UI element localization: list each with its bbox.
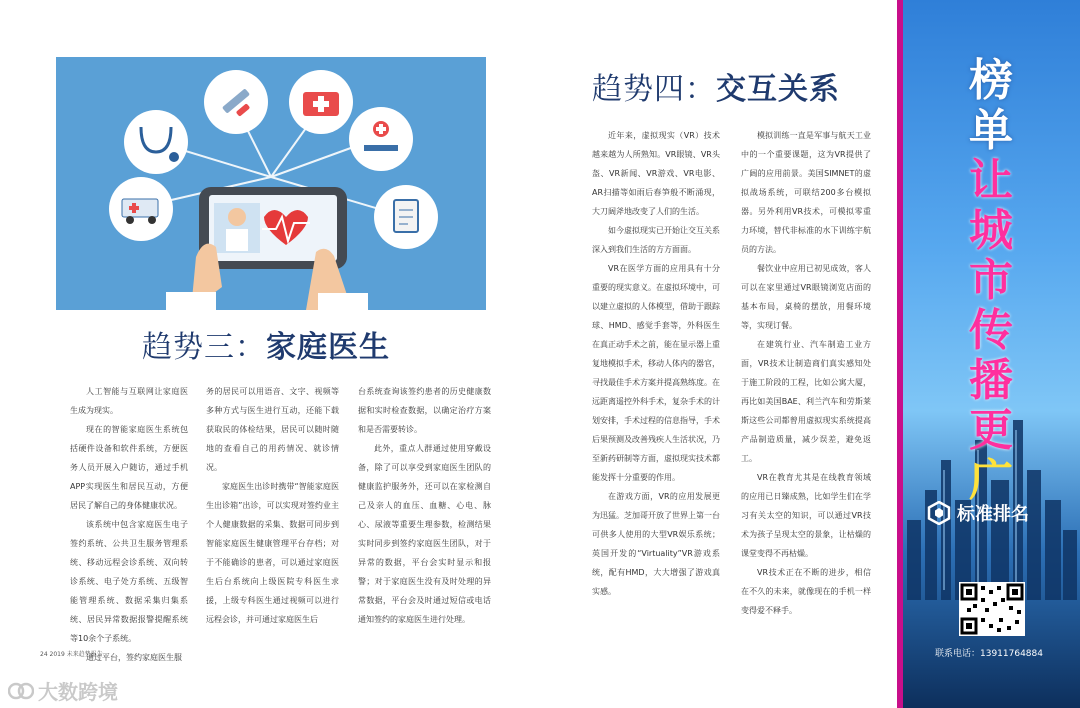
paragraph: 台系统查询该签约患者的历史健康数据和实时检查数据，以确定治疗方案和是否需要转诊。 [358, 387, 491, 434]
paragraph: VR在教育尤其是在线教育领域的应用已日臻成熟，比如学生们在学习有关太空的知识，可以通过VR技术为孩子呈现太空的景象，让枯燥的课堂变得不再枯燥。 [741, 473, 871, 558]
ambulance-icon [109, 177, 173, 241]
paragraph: VR在医学方面的应用具有十分重要的现实意义。在虚拟环境中，可以建立虚拟的人体模型，借助于跟踪球、HMD、感觉手套等，外科医生在真正动手术之前，能在显示器上重复地模拟手术，移动人体内的器官，寻找最佳手术方案并提高熟练度。在远距离遥控外科手术，复杂手术的计划安排，手术过程的信息指导，手术后果预测及改善残疾人生活状况，乃至新药研制等方面，虚拟现实技术都能发挥十分重要的作用。 [592, 264, 720, 482]
stethoscope-icon [124, 110, 188, 174]
trend-four-heading [592, 64, 840, 108]
paragraph: VR技术正在不断的进步，相信在不久的未来，就像现在的手机一样变得爱不释手。 [741, 568, 871, 615]
illustration-svg [56, 57, 486, 310]
paragraph: 模拟训练一直是军事与航天工业中的一个重要课题，这为VR提供了广阔的应用前景。美国SIMNET的虚拟战场系统，可联结200多台模拟器。另外利用VR技术，可模拟零重力环境，替代非标准的水下训练宇航员的方法。 [741, 131, 871, 254]
ad-slogan-char: 广 [969, 455, 1013, 506]
paragraph: 该系统中包含家庭医生电子签约系统、公共卫生服务管理系统、移动远程会诊系统、双向转诊系统、电子处方系统、五级智能管理系统、数据采集归集系统、居民异常数据报警提醒系统等10余个子系统。 [70, 520, 188, 643]
paragraph: 餐饮业中应用已初见成效，客人可以在家里通过VR眼镜浏览店面的基本布局，桌椅的摆放，用餐环境等，实现订餐。 [741, 264, 871, 330]
watermark [8, 676, 118, 705]
trend-three-prefix: 趋势三： [142, 330, 266, 365]
hospital-bed-icon [349, 107, 413, 171]
ad-slogan-char: 榜 [969, 55, 1013, 106]
syringe-icon [204, 70, 268, 134]
qr-code[interactable] [959, 582, 1025, 636]
page-footer: 24 2019 未来趋势报告 [40, 651, 103, 658]
article-column-2 [206, 382, 339, 629]
watermark-text: 大数跨境 [38, 680, 118, 704]
paragraph: 家庭医生出诊时携带“智能家庭医生出诊箱”出诊，可以实现对签约业主个人健康数据的采集、数据可同步到智能家庭医生健康管理平台存档；对于不能确诊的患者，可以通过家庭医生后台系统向上级医院专科医生求援，上级专科医生通过视频可以进行远程会诊，并可通过家庭医生后 [206, 482, 339, 624]
watermark-logo-icon [8, 681, 34, 701]
paragraph: 在建筑行业、汽车制造工业方面，VR技术让制造商们真实感知处于施工阶段的工程，比如公寓大厦，再比如美国BAE、利兰汽车和劳斯莱斯这些公司都曾用虚拟现实系统提高产品制造质量，减少误差，避免返工。 [741, 340, 871, 463]
ad-accent-strip [897, 0, 903, 708]
ad-slogan-char: 市 [969, 255, 1013, 306]
paragraph: 通过平台，签约家庭医生服 [86, 653, 182, 662]
ad-slogan-char: 城 [969, 205, 1013, 256]
ad-slogan-char: 单 [969, 105, 1013, 156]
ad-brand [927, 500, 1029, 526]
paragraph: 近年来，虚拟现实（VR）技术越来越为人所熟知。VR眼镜、VR头盔、VR新闻、VR游戏、VR电影、AR扫描等如雨后春笋般不断涌现，大刀阔斧地改变了人们的生活。 [592, 131, 720, 216]
advertisement-panel[interactable] [897, 0, 1080, 708]
contact-phone: 联系电话：13911764884 [935, 649, 1043, 659]
paragraph: 务的居民可以用语音、文字、视频等多种方式与医生进行互动，还能下载获取民的体检结果，居民可以随时随地的查看自己的用药情况、就诊情况。 [206, 387, 339, 472]
paragraph: 此外，重点人群通过使用穿戴设备，除了可以享受到家庭医生团队的健康监护服务外，还可以在家检测自己及亲人的血压、血糖、心电、脉心、尿液等重要生理参数，检测结果实时同步到签约家庭医生团队，对于异常的数据，平台会实时显示和报警；对于家庭医生没有及时处理的异常数据，平台会及时通过短信或电话通知签约的家庭医生进行处理。 [358, 444, 491, 624]
ad-slogan-char: 播 [969, 355, 1013, 406]
trend-four-title: 交互关系 [716, 72, 840, 107]
article-column-4 [592, 126, 720, 601]
brand-logo-icon [927, 501, 951, 525]
paragraph: 在游戏方面，VR的应用发展更为迅猛。芝加哥开放了世界上第一台可供多人使用的大型VR娱乐系统；英国开发的“Virtuality”VR游戏系统，配有HMD，大大增强了游戏真实感。 [592, 492, 720, 596]
article-column-1 [70, 382, 188, 667]
qr-code-icon [959, 582, 1025, 636]
brand-name: 标准排名 [957, 504, 1029, 525]
trend-four-prefix: 趋势四： [592, 72, 716, 107]
ad-slogan-char: 传 [969, 305, 1013, 356]
ad-slogan [961, 56, 1021, 506]
trend-three-heading [142, 322, 390, 366]
article-column-3 [358, 382, 491, 629]
family-doctor-illustration [56, 57, 486, 310]
ad-slogan-char: 让 [969, 155, 1013, 206]
paragraph: 人工智能与互联网让家庭医生成为现实。 [70, 387, 188, 415]
paragraph: 如今虚拟现实已开始让交互关系深入到我们生活的方方面面。 [592, 226, 720, 254]
paragraph: 现在的智能家庭医生系统包括硬件设备和软件系统，方便医务人员开展入户随访，通过手机APP实现医生和居民互动，方便居民了解自己的身体健康状况。 [70, 425, 188, 510]
medical-kit-icon [289, 70, 353, 134]
ad-slogan-char: 更 [969, 405, 1013, 456]
clipboard-icon [374, 185, 438, 249]
article-column-5 [741, 126, 871, 620]
trend-three-title: 家庭医生 [266, 330, 390, 365]
